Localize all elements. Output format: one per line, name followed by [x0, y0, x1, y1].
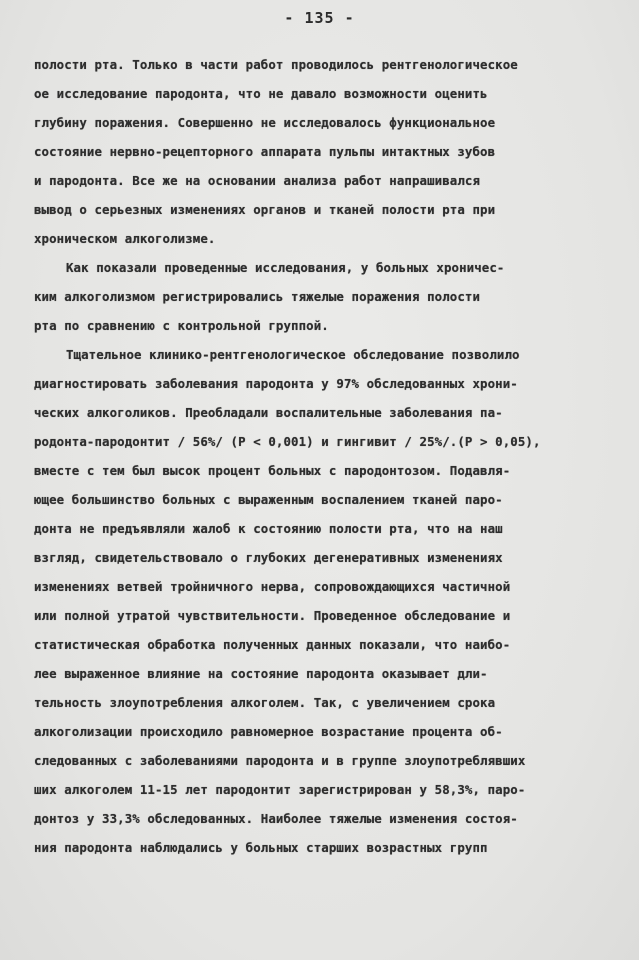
- text-line: полости рта. Только в части работ проводилось рентгенологическое: [34, 57, 518, 72]
- text-line: вывод о серьезных изменениях органов и тканей полости рта при: [34, 202, 496, 217]
- text-line: вместе с тем был высок процент больных с пародонтозом. Подавля-: [34, 463, 511, 478]
- text-line: ющее большинство больных с выраженным воспалением тканей паро-: [34, 492, 503, 507]
- text-line: донта не предъявляли жалоб к состоянию полости рта, что на наш: [34, 521, 503, 536]
- text-line: ческих алкоголиков. Преобладали воспалительные заболевания па-: [34, 405, 503, 420]
- text-line: родонта-пародонтит / 56%/ (P < 0,001) и гингивит / 25%/.(P > 0,05),: [34, 434, 541, 449]
- text-line: донтоз у 33,3% обследованных. Наиболее тяжелые изменения состоя-: [34, 811, 518, 826]
- text-line: состояние нервно-рецепторного аппарата пульпы интактных зубов: [34, 144, 496, 159]
- paragraph-p3: [34, 340, 574, 862]
- text-line: рта по сравнению с контрольной группой.: [34, 318, 329, 333]
- paragraph-p1: [34, 50, 574, 253]
- text-line: взгляд, свидетельствовало о глубоких дегенеративных изменениях: [34, 550, 503, 565]
- text-line: лее выраженное влияние на состояние пародонта оказывает дли-: [34, 666, 488, 681]
- text-line: ния пародонта наблюдались у больных старших возрастных групп: [34, 840, 488, 855]
- text-line: или полной утратой чувствительности. Проведенное обследование и: [34, 608, 511, 623]
- page-number: - 135 -: [284, 9, 355, 27]
- text-line: диагностировать заболевания пародонта у 97% обследованных хрони-: [34, 376, 518, 391]
- text-line: Тщательное клинико-рентгенологическое обследование позволило: [66, 347, 520, 362]
- text-line: статистическая обработка полученных данных показали, что наибо-: [34, 637, 511, 652]
- text-line: ших алкоголем 11-15 лет пародонтит зарегистрирован у 58,3%, паро-: [34, 782, 526, 797]
- text-line: глубину поражения. Совершенно не исследовалось функциональное: [34, 115, 496, 130]
- paragraph-p2: [34, 253, 574, 340]
- text-line: ое исследование пародонта, что не давало возможности оценить: [34, 86, 488, 101]
- text-line: изменениях ветвей тройничного нерва, сопровождающихся частичной: [34, 579, 511, 594]
- text-line: следованных с заболеваниями пародонта и в группе злоупотреблявших: [34, 753, 526, 768]
- text-line: алкоголизации происходило равномерное возрастание процента об-: [34, 724, 503, 739]
- text-line: тельность злоупотребления алкоголем. Так, с увеличением срока: [34, 695, 496, 710]
- text-line: хроническом алкоголизме.: [34, 231, 216, 246]
- text-line: Как показали проведенные исследования, у больных хроничес-: [66, 260, 505, 275]
- text-line: ким алкоголизмом регистрировались тяжелые поражения полости: [34, 289, 481, 304]
- body-text: [34, 50, 574, 862]
- text-line: и пародонта. Все же на основании анализа работ напрашивался: [34, 173, 481, 188]
